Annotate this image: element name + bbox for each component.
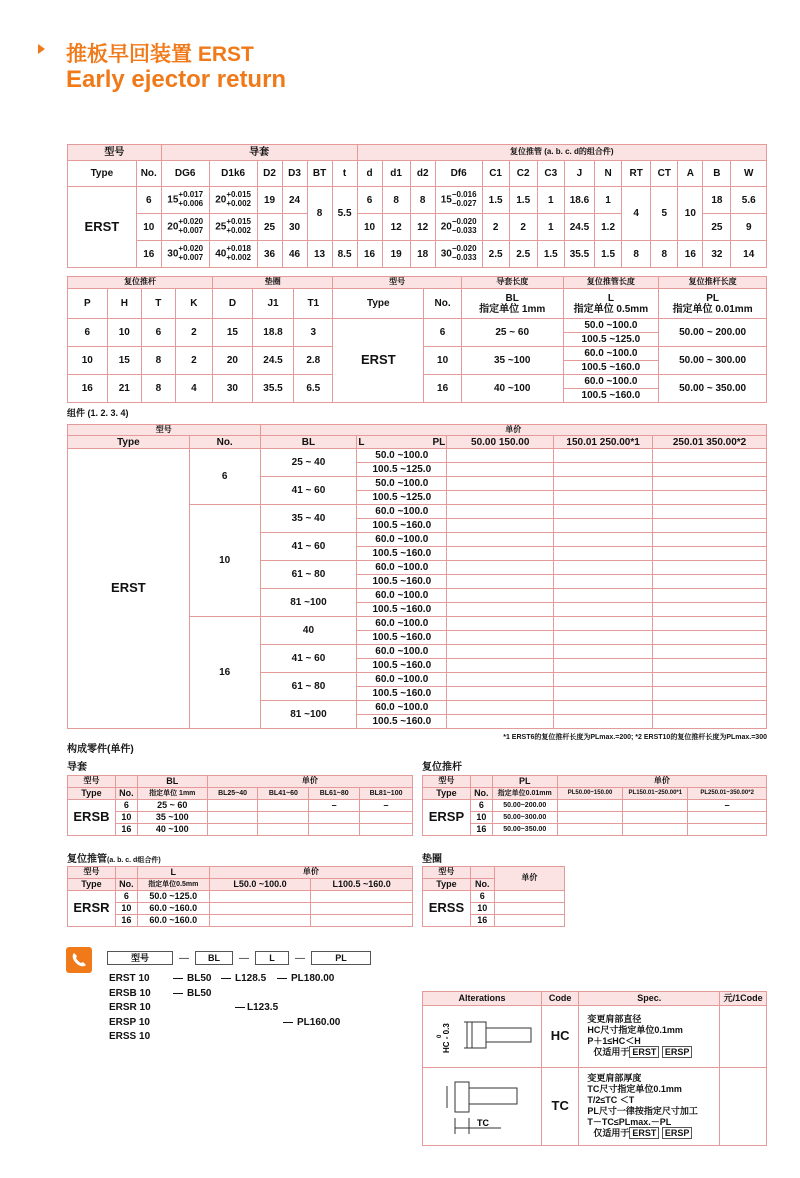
sleeve-model-head: 型号 <box>68 776 116 788</box>
rod-col-no: No. <box>470 788 492 800</box>
t1-col-d: d <box>357 161 382 187</box>
t1-a: 10 <box>678 187 703 241</box>
t2-model-group: 型号 <box>333 277 462 289</box>
t3-l: 60.0 ~100.0 <box>357 673 447 687</box>
t1-row-w: 5.6 <box>731 187 767 214</box>
spec-table-2 <box>67 276 767 403</box>
rod-dash: – <box>688 800 767 812</box>
t1-col-ct: CT <box>651 161 678 187</box>
t1-row-dg: 30+0.020 +0.007 <box>161 241 209 268</box>
rod-title: 复位推杆 <box>422 762 462 773</box>
t1-row-t: 8.5 <box>332 241 357 268</box>
t1-row-n: 1.5 <box>595 241 622 268</box>
t2-row-pl: 50.00 ~ 200.00 <box>659 319 767 347</box>
t1-col-df6: Df6 <box>435 161 482 187</box>
t1-col-rt: RT <box>622 161 651 187</box>
sleeve-title: 导套 <box>67 762 87 773</box>
sleeve-bl: 25 ~ 60 <box>137 800 207 812</box>
t1-row-no: 16 <box>136 241 161 268</box>
rod-pl: 50.00~200.00 <box>492 800 557 812</box>
alt-col-price: 元/1Code <box>720 992 767 1006</box>
t2-sleeve-len-group: 导套长度 <box>461 277 563 289</box>
t2-row-t1: 3 <box>294 319 333 347</box>
t3-bl: 61 ~ 80 <box>260 673 357 701</box>
t1-row-c1: 2 <box>482 214 509 241</box>
t3-bl: 41 ~ 60 <box>260 533 357 561</box>
t1-row-dg: 15+0.017 +0.006 <box>161 187 209 214</box>
rod-no: 16 <box>470 824 492 836</box>
t2-row-bl: 40 ~100 <box>461 375 563 403</box>
t1-row-d: 16 <box>357 241 382 268</box>
t2-row-l1: 60.0 ~100.0 <box>563 347 659 361</box>
t2-row-p: 16 <box>68 375 108 403</box>
t3-col-bl: BL <box>260 436 357 449</box>
alt-col-alterations: Alterations <box>423 992 542 1006</box>
rod-col-1: PL50.00~150.00 <box>557 788 623 800</box>
order-model: ERSB 10 <box>109 987 151 999</box>
t2-row-j1: 35.5 <box>252 375 293 403</box>
t3-bl: 81 ~100 <box>260 701 357 729</box>
title-arrow-icon <box>38 44 45 54</box>
t2-row-pl: 50.00 ~ 300.00 <box>659 347 767 375</box>
t1-row-d2: 36 <box>257 241 282 268</box>
t3-body <box>68 449 767 729</box>
t1-row-c3: 1 <box>537 214 564 241</box>
alt-hc-dim: HC - 0.3 <box>442 1023 451 1053</box>
order-box-l: L <box>255 951 289 965</box>
t3-l: 50.0 ~100.0 <box>357 449 447 463</box>
t1-col-c2: C2 <box>509 161 537 187</box>
t3-l: 100.5 ~125.0 <box>357 463 447 477</box>
rod-price-head: 单价 <box>557 776 766 788</box>
t1-col-type: Type <box>68 161 137 187</box>
t3-bl: 81 ~100 <box>260 589 357 617</box>
pipe-col-unit: 指定单位0.5mm <box>137 879 209 891</box>
sleeve-no: 6 <box>115 800 137 812</box>
t1-col-c1: C1 <box>482 161 509 187</box>
t2-row-bl: 35 ~100 <box>461 347 563 375</box>
t2-row-t: 8 <box>141 375 175 403</box>
order-pl: PL160.00 <box>297 1016 341 1028</box>
sleeve-dash: – <box>360 800 413 812</box>
washer-price-head: 单价 <box>494 867 564 891</box>
alt-tc-code: TC <box>542 1067 579 1145</box>
t2-row-pl: 50.00 ~ 350.00 <box>659 375 767 403</box>
t1-type: ERST <box>68 187 137 268</box>
rod-col-3: PL250.01~350.00*2 <box>688 788 767 800</box>
t3-l: 100.5 ~160.0 <box>357 659 447 673</box>
t3-l: 60.0 ~100.0 <box>357 589 447 603</box>
order-box-model: 型号 <box>107 951 173 965</box>
t1-row-c2: 2 <box>509 214 537 241</box>
t3-l: 100.5 ~125.0 <box>357 491 447 505</box>
pipe-col-2: L100.5 ~160.0 <box>311 879 413 891</box>
t2-row-p: 10 <box>68 347 108 375</box>
t2-row-t: 8 <box>141 347 175 375</box>
t1-row-d: 6 <box>357 187 382 214</box>
pipe-title: 复位推管(a. b. c. d组合件) <box>67 854 161 865</box>
t2-row-t1: 6.5 <box>294 375 333 403</box>
t3-bl: 41 ~ 60 <box>260 645 357 673</box>
order-examples: ERST 10 — BL50 — L128.5 — PL180.00 ERSB 10 — BL50 ERSR 10 — L123.5 ERSP 10 — PL160.00 ERSS 10 <box>109 972 340 1045</box>
rod-no: 10 <box>470 812 492 824</box>
t3-l: 60.0 ~100.0 <box>357 505 447 519</box>
alt-tc-spec: 变更肩部厚度 TC尺寸指定单位0.1mm T/2≤TC ＜T PL尺寸一律按指定尺寸加工 T－TC≤PLmax.－PL 仅适用于 ERST ERSP <box>579 1067 720 1145</box>
order-model: ERST 10 <box>109 973 150 984</box>
t1-row-no: 6 <box>136 187 161 214</box>
phone-icon <box>66 947 92 973</box>
t1-row-d: 10 <box>357 214 382 241</box>
t1-row-n: 1 <box>595 187 622 214</box>
t2-col-no: No. <box>424 289 462 319</box>
t2-row-l1: 60.0 ~100.0 <box>563 375 659 389</box>
t2-row-no: 6 <box>424 319 462 347</box>
t2-col-type: Type <box>333 289 424 319</box>
t3-l: 100.5 ~160.0 <box>357 631 447 645</box>
sleeve-no: 10 <box>115 812 137 824</box>
t3-no: 10 <box>189 505 260 617</box>
pipe-type: ERSR <box>68 891 116 927</box>
washer-title: 垫圈 <box>422 854 442 865</box>
order-model: ERSR 10 <box>109 1002 151 1013</box>
t2-row-l2: 100.5 ~160.0 <box>563 361 659 375</box>
t2-row-t1: 2.8 <box>294 347 333 375</box>
t3-l: 100.5 ~160.0 <box>357 575 447 589</box>
t1-row-c3: 1 <box>537 187 564 214</box>
t1-row-c2: 1.5 <box>509 187 537 214</box>
t1-row-dd1: 12 <box>382 214 410 241</box>
washer-model-head: 型号 <box>423 867 471 879</box>
t1-row-d2: 19 <box>257 187 282 214</box>
sleeve-col-2: BL41~60 <box>258 788 309 800</box>
pipe-price-head: 单价 <box>209 867 412 879</box>
sleeve-price-head: 单价 <box>207 776 412 788</box>
pipe-no: 16 <box>115 915 137 927</box>
t1-row-b: 32 <box>703 241 731 268</box>
pipe-col-type: Type <box>68 879 116 891</box>
t1-row-c2: 2.5 <box>509 241 537 268</box>
sleeve-col-3: BL61~80 <box>309 788 360 800</box>
order-model: ERSS 10 <box>109 1031 151 1042</box>
t2-row-d: 15 <box>213 319 253 347</box>
washer-no: 16 <box>470 915 494 927</box>
sleeve-col-no: No. <box>115 788 137 800</box>
alt-hc-dim-zero: 0 <box>437 1034 443 1038</box>
t1-sleeve-group: 导套 <box>161 145 357 161</box>
t3-price-head: 单价 <box>260 425 766 436</box>
order-box-pl: PL <box>311 951 371 965</box>
t1-col-d3: D3 <box>282 161 307 187</box>
pipe-col-1: L50.0 ~100.0 <box>209 879 311 891</box>
washer-no: 6 <box>470 891 494 903</box>
alt-hc-code: HC <box>542 1006 579 1068</box>
t2-row-t: 6 <box>141 319 175 347</box>
t1-row-rt: 8 <box>622 241 651 268</box>
t3-range-1: 50.00 150.00 <box>447 436 554 449</box>
price-table-assembly <box>67 424 767 729</box>
t2-row-l2: 100.5 ~125.0 <box>563 333 659 347</box>
alt-col-code: Code <box>542 992 579 1006</box>
parts-caption: 构成零件(单件) <box>67 744 134 755</box>
t3-bl: 25 ~ 40 <box>260 449 357 477</box>
t3-l: 60.0 ~100.0 <box>357 645 447 659</box>
t3-l: 60.0 ~100.0 <box>357 701 447 715</box>
t3-bl: 40 <box>260 617 357 645</box>
washer-no: 10 <box>470 903 494 915</box>
t2-row-k: 2 <box>175 319 212 347</box>
t1-row-j: 18.6 <box>564 187 594 214</box>
t2-row-p: 6 <box>68 319 108 347</box>
washer-price-table <box>422 866 565 927</box>
rod-pl: 50.00~300.00 <box>492 812 557 824</box>
t1-row-b: 25 <box>703 214 731 241</box>
order-box-bl: BL <box>195 951 233 965</box>
t2-row-k: 4 <box>175 375 212 403</box>
t2-col-l: L 指定单位 0.5mm <box>563 289 659 319</box>
pipe-no: 10 <box>115 903 137 915</box>
order-bl: BL50 <box>187 987 212 999</box>
t3-l: 100.5 ~160.0 <box>357 603 447 617</box>
order-l: L128.5 <box>235 973 267 984</box>
rod-pl: 50.00~350.00 <box>492 824 557 836</box>
sleeve-col-4: BL81~100 <box>360 788 413 800</box>
t2-washer-group: 垫圈 <box>213 277 333 289</box>
t3-col-l-pl: L PL <box>358 436 446 448</box>
t3-no: 6 <box>189 449 260 505</box>
t3-bl: 61 ~ 80 <box>260 561 357 589</box>
t2-col-h: H <box>107 289 141 319</box>
rod-col-2: PL150.01~250.00*1 <box>623 788 688 800</box>
t1-col-d1: d1 <box>382 161 410 187</box>
sleeve-price-table <box>67 775 413 836</box>
pipe-no: 6 <box>115 891 137 903</box>
order-model: ERSP 10 <box>109 1016 150 1028</box>
t3-bl: 35 ~ 40 <box>260 505 357 533</box>
t3-l: 50.0 ~100.0 <box>357 477 447 491</box>
sleeve-bl: 35 ~100 <box>137 812 207 824</box>
t3-l: 60.0 ~100.0 <box>357 617 447 631</box>
page-title-en: Early ejector return <box>66 66 287 93</box>
t2-col-d: D <box>213 289 253 319</box>
t2-row-d: 30 <box>213 375 253 403</box>
t2-col-t: T <box>141 289 175 319</box>
t3-caption: 组件 (1. 2. 3. 4) <box>67 408 129 418</box>
t2-col-pl: PL 指定单位 0.01mm <box>659 289 767 319</box>
t3-l: 60.0 ~100.0 <box>357 561 447 575</box>
t2-col-p: P <box>68 289 108 319</box>
pipe-model-head: 型号 <box>68 867 116 879</box>
t2-pipe-len-group: 复位推管长度 <box>563 277 659 289</box>
t1-col-d2: D2 <box>257 161 282 187</box>
t2-row-j1: 18.8 <box>252 319 293 347</box>
pipe-l-head: L <box>137 867 209 879</box>
t3-l: 100.5 ~160.0 <box>357 715 447 729</box>
t2-row-d: 20 <box>213 347 253 375</box>
t1-row-d1: 20+0.015 +0.002 <box>209 187 257 214</box>
rod-no: 6 <box>470 800 492 812</box>
t1-row-d3: 46 <box>282 241 307 268</box>
sleeve-dash: – <box>309 800 360 812</box>
t1-col-dg6: DG6 <box>161 161 209 187</box>
t1-row-dd1: 19 <box>382 241 410 268</box>
t3-range-2: 150.01 250.00*1 <box>554 436 653 449</box>
t3-col-no: No. <box>189 436 260 449</box>
t2-row-j1: 24.5 <box>252 347 293 375</box>
rod-price-table <box>422 775 767 836</box>
t1-bt: 8 <box>307 187 332 241</box>
t1-row-no: 10 <box>136 214 161 241</box>
t2-row-h: 10 <box>107 319 141 347</box>
t1-row-dd1: 8 <box>382 187 410 214</box>
t1-row-dd2: 12 <box>410 214 435 241</box>
page-title-cn: 推板早回装置 ERST <box>66 43 254 66</box>
t1-col-d1k6: D1k6 <box>209 161 257 187</box>
t3-col-type: Type <box>68 436 190 449</box>
sleeve-type: ERSB <box>68 800 116 836</box>
t1-col-no: No. <box>136 161 161 187</box>
t1-row-w: 9 <box>731 214 767 241</box>
t1-col-bt: BT <box>307 161 332 187</box>
t1-row-ct: 8 <box>651 241 678 268</box>
t1-row-c1: 1.5 <box>482 187 509 214</box>
rod-col-unit: 指定单位0.01mm <box>492 788 557 800</box>
t3-bl: 41 ~ 60 <box>260 477 357 505</box>
alt-col-spec: Spec. <box>579 992 720 1006</box>
alt-hc-drawing <box>423 1006 542 1068</box>
t1-row-c1: 2.5 <box>482 241 509 268</box>
order-l: L123.5 <box>247 1002 279 1013</box>
t1-row-a: 16 <box>678 241 703 268</box>
order-format: 型号 — BL — L — PL <box>107 951 371 965</box>
t2-row-h: 15 <box>107 347 141 375</box>
t2-row-no: 10 <box>424 347 462 375</box>
t3-l: 100.5 ~160.0 <box>357 547 447 561</box>
sleeve-col-unit: 指定单位 1mm <box>137 788 207 800</box>
pipe-col-no: No. <box>115 879 137 891</box>
order-bl: BL50 <box>187 973 212 984</box>
t1-row-j: 24.5 <box>564 214 594 241</box>
t1-model-group: 型号 <box>68 145 162 161</box>
t1-row-d3: 24 <box>282 187 307 214</box>
t2-row-bl: 25 ~ 60 <box>461 319 563 347</box>
t1-col-a: A <box>678 161 703 187</box>
rod-type: ERSP <box>423 800 471 836</box>
t1-col-b: B <box>703 161 731 187</box>
sleeve-bl-head: BL <box>137 776 207 788</box>
t2-row-k: 2 <box>175 347 212 375</box>
sleeve-no: 16 <box>115 824 137 836</box>
t1-row-df: 20−0.020 −0.033 <box>435 214 482 241</box>
t3-l: 100.5 ~160.0 <box>357 519 447 533</box>
pipe-l: 50.0 ~125.0 <box>137 891 209 903</box>
sleeve-col-type: Type <box>68 788 116 800</box>
t1-row-dd2: 18 <box>410 241 435 268</box>
t1-pipe-group: 复位推管 (a. b. c. d的组合件) <box>357 145 766 161</box>
t1-row-d1: 25+0.015 +0.002 <box>209 214 257 241</box>
t1-row-d3: 30 <box>282 214 307 241</box>
alt-tc-dim: TC <box>477 1117 489 1128</box>
t1-col-n: N <box>595 161 622 187</box>
rod-pl-head: PL <box>492 776 557 788</box>
alt-hc-spec: 变更肩部直径 HC尺寸指定单位0.1mm P＋1≤HC＜H 仅适用于 ERST ERSP <box>579 1006 720 1068</box>
pipe-l: 60.0 ~160.0 <box>137 915 209 927</box>
t1-col-c3: C3 <box>537 161 564 187</box>
t2-row-l2: 100.5 ~160.0 <box>563 389 659 403</box>
alt-tc-drawing <box>423 1067 542 1145</box>
rod-model-head: 型号 <box>423 776 471 788</box>
t1-row-b: 18 <box>703 187 731 214</box>
t1-row-d2: 25 <box>257 214 282 241</box>
spec-table-1 <box>67 144 767 268</box>
t2-rod-len-group: 复位推杆长度 <box>659 277 767 289</box>
t1-row-dg: 20+0.020 +0.007 <box>161 214 209 241</box>
t3-l: 100.5 ~160.0 <box>357 687 447 701</box>
t1-row-df: 30−0.020 −0.033 <box>435 241 482 268</box>
t2-col-t1: T1 <box>294 289 333 319</box>
t1-col-j: J <box>564 161 594 187</box>
t2-col-k: K <box>175 289 212 319</box>
t1-col-t: t <box>332 161 357 187</box>
sleeve-bl: 40 ~100 <box>137 824 207 836</box>
washer-col-type: Type <box>423 879 471 891</box>
washer-col-no: No. <box>470 879 494 891</box>
t2-col-j1: J1 <box>252 289 293 319</box>
t3-no: 16 <box>189 617 260 729</box>
t3-type: ERST <box>68 449 190 729</box>
t1-row-n: 1.2 <box>595 214 622 241</box>
sleeve-col-1: BL25~40 <box>207 788 258 800</box>
t1-rt: 4 <box>622 187 651 241</box>
rod-col-type: Type <box>423 788 471 800</box>
t2-row-no: 16 <box>424 375 462 403</box>
t2-type: ERST <box>333 319 424 403</box>
pipe-l: 60.0 ~160.0 <box>137 903 209 915</box>
t1-col-w: W <box>731 161 767 187</box>
t3-range-3: 250.01 350.00*2 <box>653 436 767 449</box>
t1-ct: 5 <box>651 187 678 241</box>
t3-l: 60.0 ~100.0 <box>357 533 447 547</box>
alterations-table <box>422 991 767 1146</box>
t1-row-c3: 1.5 <box>537 241 564 268</box>
washer-type: ERSS <box>423 891 471 927</box>
t2-col-bl: BL 指定单位 1mm <box>461 289 563 319</box>
t1-t: 5.5 <box>332 187 357 241</box>
t1-row-j: 35.5 <box>564 241 594 268</box>
t2-row-h: 21 <box>107 375 141 403</box>
t1-row-bt: 13 <box>307 241 332 268</box>
t1-col-d2b: d2 <box>410 161 435 187</box>
t2-row-l1: 50.0 ~100.0 <box>563 319 659 333</box>
t2-rod-group: 复位推杆 <box>68 277 213 289</box>
t3-footnote: *1 ERST6的复位推杆长度为PLmax.=200; *2 ERST10的复位推杆长度为PLmax.=300 <box>503 734 767 741</box>
t1-row-df: 15−0.016 −0.027 <box>435 187 482 214</box>
pipe-price-table <box>67 866 413 927</box>
t3-model-head: 型号 <box>68 425 261 436</box>
t1-row-dd2: 8 <box>410 187 435 214</box>
order-pl: PL180.00 <box>291 973 335 984</box>
t1-row-w: 14 <box>731 241 767 268</box>
t1-row-d1: 40+0.018 +0.002 <box>209 241 257 268</box>
